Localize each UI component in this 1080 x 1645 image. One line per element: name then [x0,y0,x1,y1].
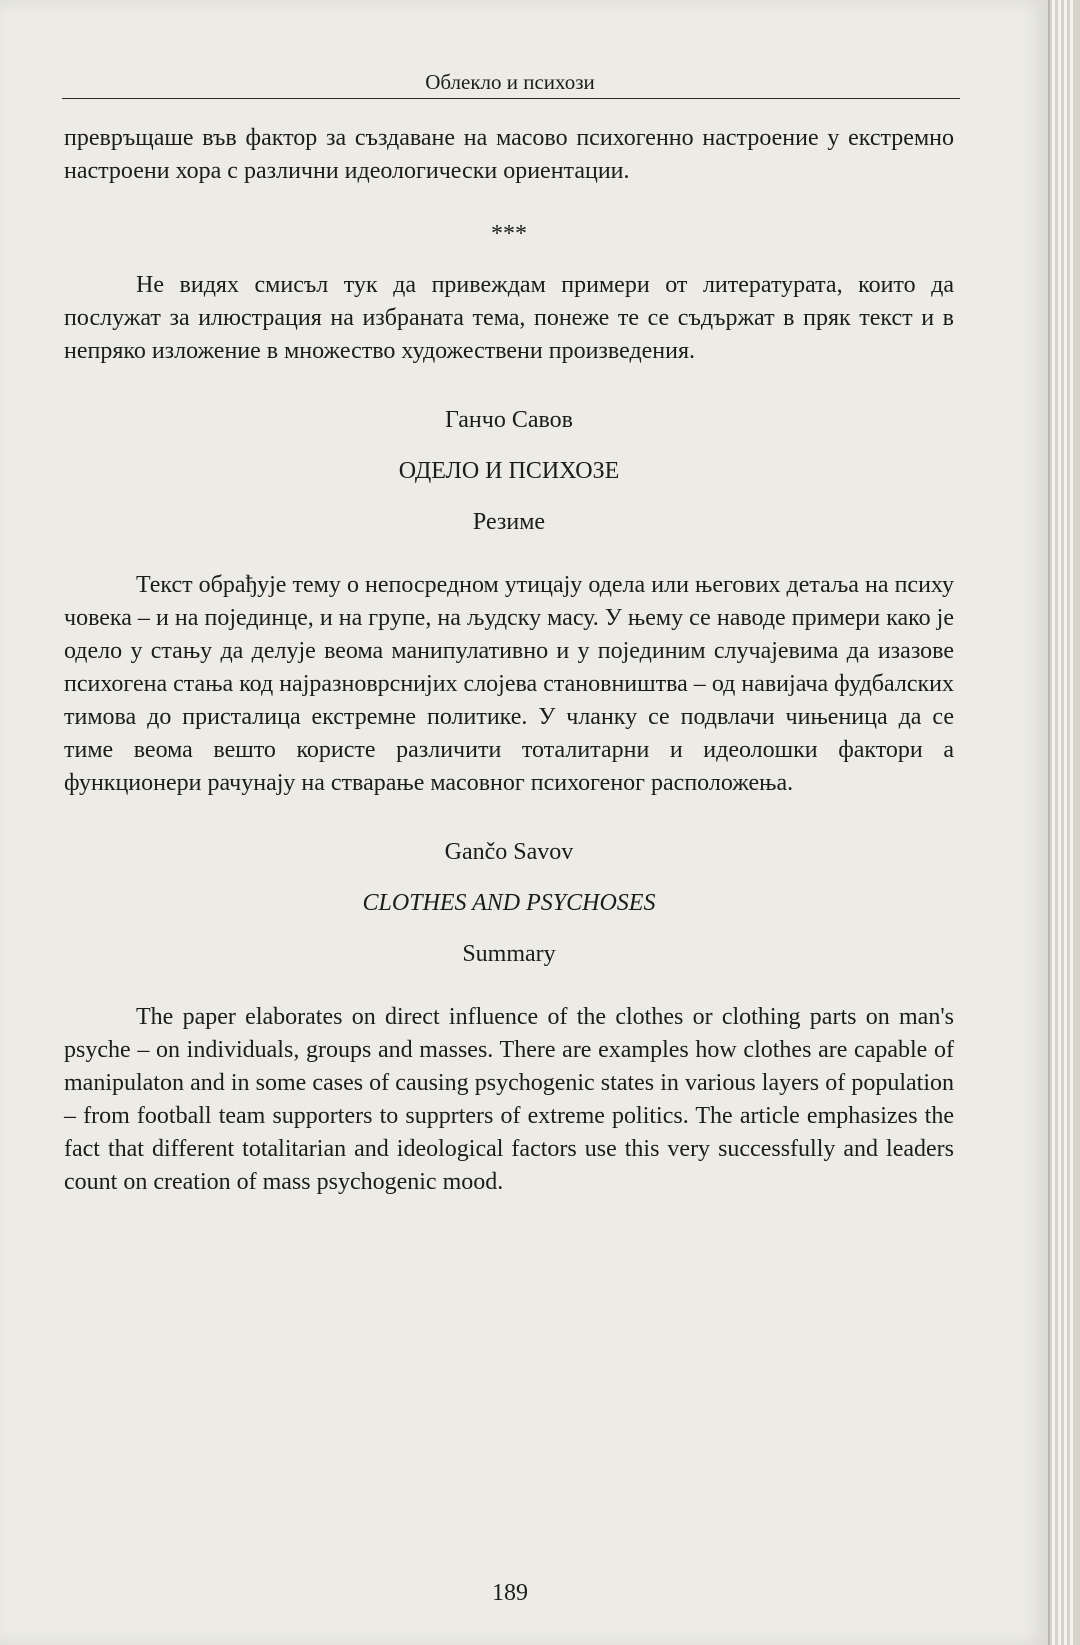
section-separator: *** [491,221,527,247]
continued-paragraph: превръщаше във фактор за създаване на масово психогенно настроение у екстремно настроени хора с различни идеологически ориентации. [64,125,954,184]
serbian-title: ОДЕЛО И ПСИХОЗЕ [398,458,620,484]
page-edge [1058,0,1061,1645]
serbian-author: Ганчо Савов [444,407,573,433]
english-title: CLOTHES AND PSYCHOSES [362,890,656,916]
page-edge [1052,0,1055,1645]
page-edge [1064,0,1067,1645]
page-edge [1070,0,1073,1645]
page-number: 189 [492,1580,528,1606]
bulgarian-paragraph: Не видях смисъл тук да привеждам примери от литературата, които да послужат за илюстрация на избраната тема, понеже те се съдържат в пряк текст и в непряко изложение в множество художествени произведения. [64,272,954,364]
english-summary-text: The paper elaborates on direct influence of the clothes or clothing parts on man's psyche – on individuals, groups and masses. There are examples how clothes are capable of manipulaton and in some cases of causing psychogenic states in various layers of population – from football team supporters to supprters of extreme politics. The article emphasizes the fact that different totalitarian and ideological factors use this very successfully and leaders count on creation of mass psychogenic mood. [64,1004,954,1195]
body-text [64,122,954,1199]
english-subtitle: Summary [462,941,556,967]
english-author: Gančo Savov [444,839,574,865]
serbian-subtitle: Резиме [472,509,546,535]
header-rule [62,98,960,99]
serbian-summary-text: Текст обрађује тему о непосредном утицају одела или његових детаља на психу човека – и на појединце, и на групе, на људску масу. У њему се наводе примери како је одело у стању да делује веома манипулативно и у појединим случајевима да изазове психогена стања код најразноврснијих слојева становништва – од навијача фудбалских тимова до присталица екстремне политике. У чланку се подвлачи чињеница да се тиме веома вешто користе различити тоталитарни и идеолошки фактори а функционери рачунају на стварање масовног психогеног расположења. [64,572,954,796]
running-head: Облекло и психози [425,70,595,94]
